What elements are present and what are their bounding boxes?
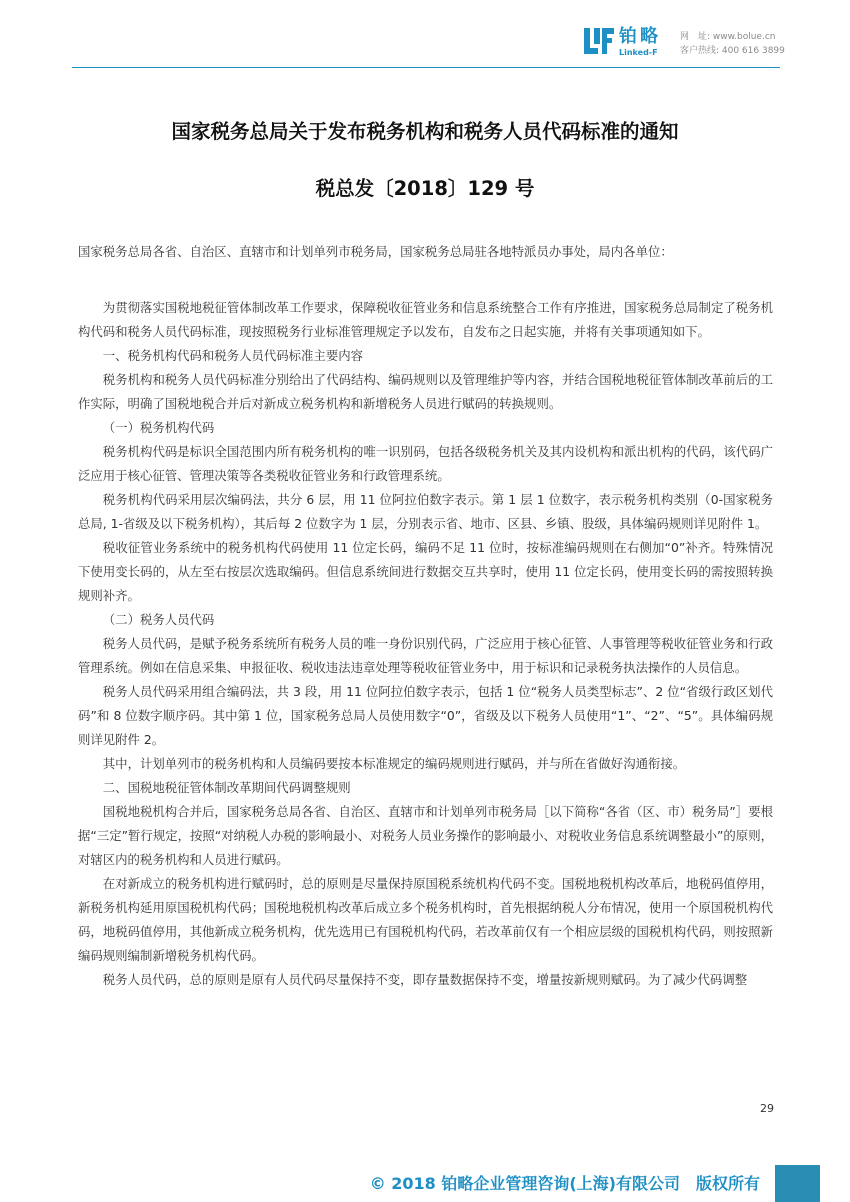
contact-info bbox=[680, 30, 845, 58]
logo-mark-icon bbox=[583, 26, 615, 58]
logo-subtitle: Linked-F bbox=[619, 48, 658, 57]
footer-accent-block bbox=[775, 1165, 820, 1202]
subsection-heading: （二）税务人员代码 bbox=[102, 612, 215, 627]
page-header bbox=[0, 0, 850, 70]
body-paragraph: 税务机构代码是标识全国范围内所有税务机构的唯一识别码，包括各级税务机关及其内设机构和派出机构的代码，该代码广泛应用于核心征管、管理决策等各类税收征管业务和行政管理系统。 bbox=[78, 444, 773, 483]
body-paragraph: 税务人员代码，是赋予税务系统所有税务人员的唯一身份识别代码，广泛应用于核心征管、人事管理等税收征管业务和行政管理系统。例如在信息采集、申报征收、税收违法违章处理等税收征管业务中，用于标识和记录税务执法操作的人员信息。 bbox=[78, 636, 773, 675]
body-paragraph: 税务机构和税务人员代码标准分别给出了代码结构、编码规则以及管理维护等内容，并结合国税地税征管体制改革前后的工作实际，明确了国税地税合并后对新成立税务机构和新增税务人员进行赋码的转换规则。 bbox=[78, 372, 773, 411]
body-paragraph: 在对新成立的税务机构进行赋码时，总的原则是尽量保持原国税系统机构代码不变。国税地税机构改革后，地税码值停用，新税务机构延用原国税机构代码；国税地税机构改革后成立多个税务机构时，首先根据纳税人分布情况，使用一个原国税机构代码，地税码值停用，其他新成立税务机构，优先选用已有国税机构代码，若改革前仅有一个相应层级的国税机构代码，则按照新编码规则编制新增税务机构代码。 bbox=[78, 876, 773, 963]
bolue-logo bbox=[583, 26, 669, 58]
logo-name: 铂略 bbox=[619, 26, 661, 47]
website-text: 网 址: www.bolue.cn bbox=[680, 32, 776, 42]
copyright-text: © 2018 铂略企业管理咨询(上海)有限公司 版权所有 bbox=[369, 1174, 760, 1193]
body-paragraph: 其中，计划单列市的税务机构和人员编码要按本标准规定的编码规则进行赋码，并与所在省做好沟通衔接。 bbox=[102, 756, 686, 771]
body-paragraph: 税收征管业务系统中的税务机构代码使用 11 位定长码，编码不足 11 位时，按标准编码规则在右侧加“0”补齐。特殊情况下使用变长码的，从左至右按层次选取编码。但信息系统间进行数据交互共享时，使用 11 位定长码，使用变长码的需按照转换规则补齐。 bbox=[78, 540, 773, 603]
page-number: 29 bbox=[760, 1102, 774, 1115]
document-body bbox=[78, 240, 773, 992]
body-paragraph: 税务人员代码，总的原则是原有人员代码尽量保持不变，即存量数据保持不变，增量按新规则赋码。为了减少代码调整 bbox=[102, 972, 748, 987]
body-paragraph: 为贯彻落实国税地税征管体制改革工作要求，保障税收征管业务和信息系统整合工作有序推进，国家税务总局制定了税务机构代码和税务人员代码标准，现按照税务行业标准管理规定予以发布，自发布之日起实施，并将有关事项通知如下。 bbox=[78, 300, 773, 339]
section-heading: 一、税务机构代码和税务人员代码标准主要内容 bbox=[102, 348, 363, 363]
body-paragraph: 税务人员代码采用组合编码法，共 3 段，用 11 位阿拉伯数字表示，包括 1 位“税务人员类型标志”、2 位“省级行政区划代码”和 8 位数字顺序码。其中第 1 位，国家税务总局人员使用数字“0”，省级及以下税务人员使用“1”、“2”、“5”。具体编码规则详见附件 2。 bbox=[78, 684, 773, 747]
document-title: 国家税务总局关于发布税务机构和税务人员代码标准的通知 bbox=[171, 120, 679, 143]
page-footer bbox=[0, 1163, 850, 1202]
body-paragraph: 税务机构代码采用层次编码法，共分 6 层，用 11 位阿拉伯数字表示。第 1 层 1 位数字，表示税务机构类别（0-国家税务总局, 1-省级及以下税务机构），其后每 2 位数字为 1 层，分别表示省、地市、区县、乡镇、股级，具体编码规则详见附件 1。 bbox=[78, 492, 773, 531]
section-heading: 二、国税地税征管体制改革期间代码调整规则 bbox=[102, 780, 351, 795]
subsection-heading: （一）税务机构代码 bbox=[102, 420, 215, 435]
salutation: 国家税务总局各省、自治区、直辖市和计划单列市税务局，国家税务总局驻各地特派员办事处，局内各单位： bbox=[78, 244, 673, 259]
hotline-text: 客户热线: 400 616 3899 bbox=[680, 46, 785, 56]
header-divider bbox=[72, 67, 780, 68]
body-paragraph: 国税地税机构合并后，国家税务总局各省、自治区、直辖市和计划单列市税务局［以下简称“各省（区、市）税务局”］要根据“三定”暂行规定，按照“对纳税人办税的影响最小、对税务人员业务操作的影响最小、对税收业务信息系统调整最小”的原则，对辖区内的税务机构和人员进行赋码。 bbox=[78, 804, 773, 867]
document-number: 税总发〔2018〕129 号 bbox=[315, 177, 535, 200]
